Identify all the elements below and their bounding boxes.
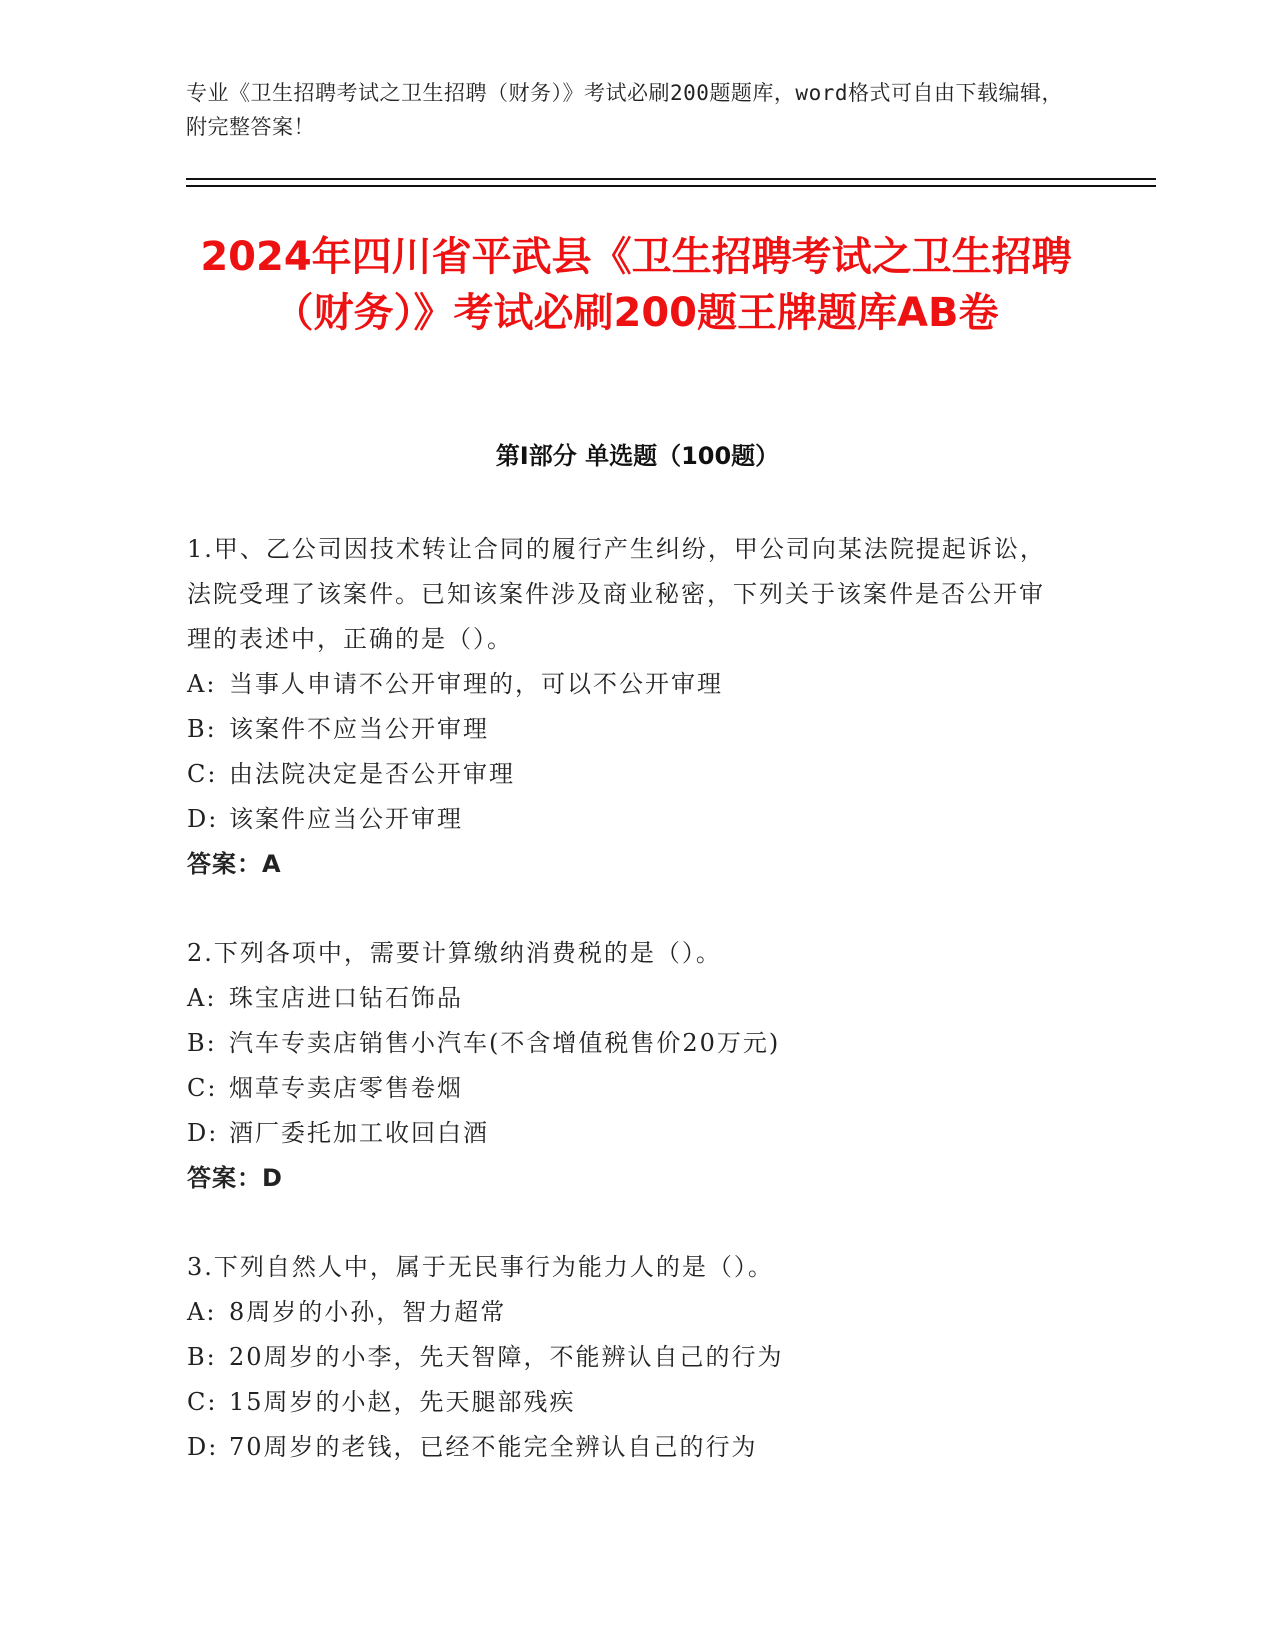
option-d: [187, 1425, 1067, 1470]
option-text: 8周岁的小孙，智力超常: [229, 1298, 507, 1326]
option-key: B:: [187, 1343, 217, 1371]
option-b: [187, 1021, 1067, 1066]
header-divider-top: [186, 178, 1156, 180]
question-2: [187, 931, 1067, 1201]
option-key: D:: [187, 1433, 219, 1461]
option-text: 汽车专卖店销售小汽车(不含增值税售价20万元): [229, 1029, 781, 1057]
option-text: 烟草专卖店零售卷烟: [229, 1074, 463, 1102]
option-text: 15周岁的小赵，先天腿部残疾: [229, 1388, 576, 1416]
question-stem: 3.下列自然人中，属于无民事行为能力人的是（）。: [187, 1253, 774, 1281]
answer: 答案：A: [187, 850, 282, 878]
question-stem: 1.甲、乙公司因技术转让合同的履行产生纠纷，甲公司向某法院提起诉讼，法院受理了该案件。已知该案件涉及商业秘密，下列关于该案件是否公开审理的表述中，正确的是（）。: [187, 535, 1046, 653]
question-1: [187, 527, 1067, 887]
option-key: A:: [187, 984, 217, 1012]
option-text: 酒厂委托加工收回白酒: [229, 1119, 489, 1147]
option-key: C:: [187, 760, 218, 788]
question-list: [187, 527, 1067, 1514]
question-3: [187, 1245, 1067, 1470]
option-d: [187, 797, 1067, 842]
option-key: A:: [187, 670, 217, 698]
option-text: 珠宝店进口钻石饰品: [229, 984, 463, 1012]
option-c: [187, 1380, 1067, 1425]
option-text: 20周岁的小李，先天智障，不能辨认自己的行为: [229, 1343, 784, 1371]
option-a: [187, 662, 1067, 707]
option-text: 该案件应当公开审理: [229, 805, 463, 833]
question-stem: 2.下列各项中，需要计算缴纳消费税的是（）。: [187, 939, 722, 967]
option-text: 当事人申请不公开审理的，可以不公开审理: [229, 670, 723, 698]
option-text: 由法院决定是否公开审理: [229, 760, 515, 788]
section-heading: 第Ⅰ部分 单选题（100题）: [495, 442, 780, 470]
option-key: D:: [187, 805, 219, 833]
option-text: 70周岁的老钱，已经不能完全辨认自己的行为: [229, 1433, 758, 1461]
answer: 答案：D: [187, 1164, 283, 1192]
option-text: 该案件不应当公开审理: [229, 715, 489, 743]
option-c: [187, 752, 1067, 797]
option-b: [187, 707, 1067, 752]
option-key: C:: [187, 1388, 218, 1416]
option-key: B:: [187, 715, 217, 743]
header-note: 专业《卫生招聘考试之卫生招聘（财务）》考试必刷200题题库，word格式可自由下载编辑，附完整答案！: [186, 81, 1063, 139]
option-key: C:: [187, 1074, 218, 1102]
option-a: [187, 976, 1067, 1021]
option-key: B:: [187, 1029, 217, 1057]
option-key: D:: [187, 1119, 219, 1147]
option-a: [187, 1290, 1067, 1335]
option-c: [187, 1066, 1067, 1111]
option-b: [187, 1335, 1067, 1380]
option-d: [187, 1111, 1067, 1156]
document-title: 2024年四川省平武县《卫生招聘考试之卫生招聘（财务）》考试必刷200题王牌题库AB卷: [200, 234, 1072, 336]
header-divider-bottom: [186, 185, 1156, 187]
option-key: A:: [187, 1298, 217, 1326]
